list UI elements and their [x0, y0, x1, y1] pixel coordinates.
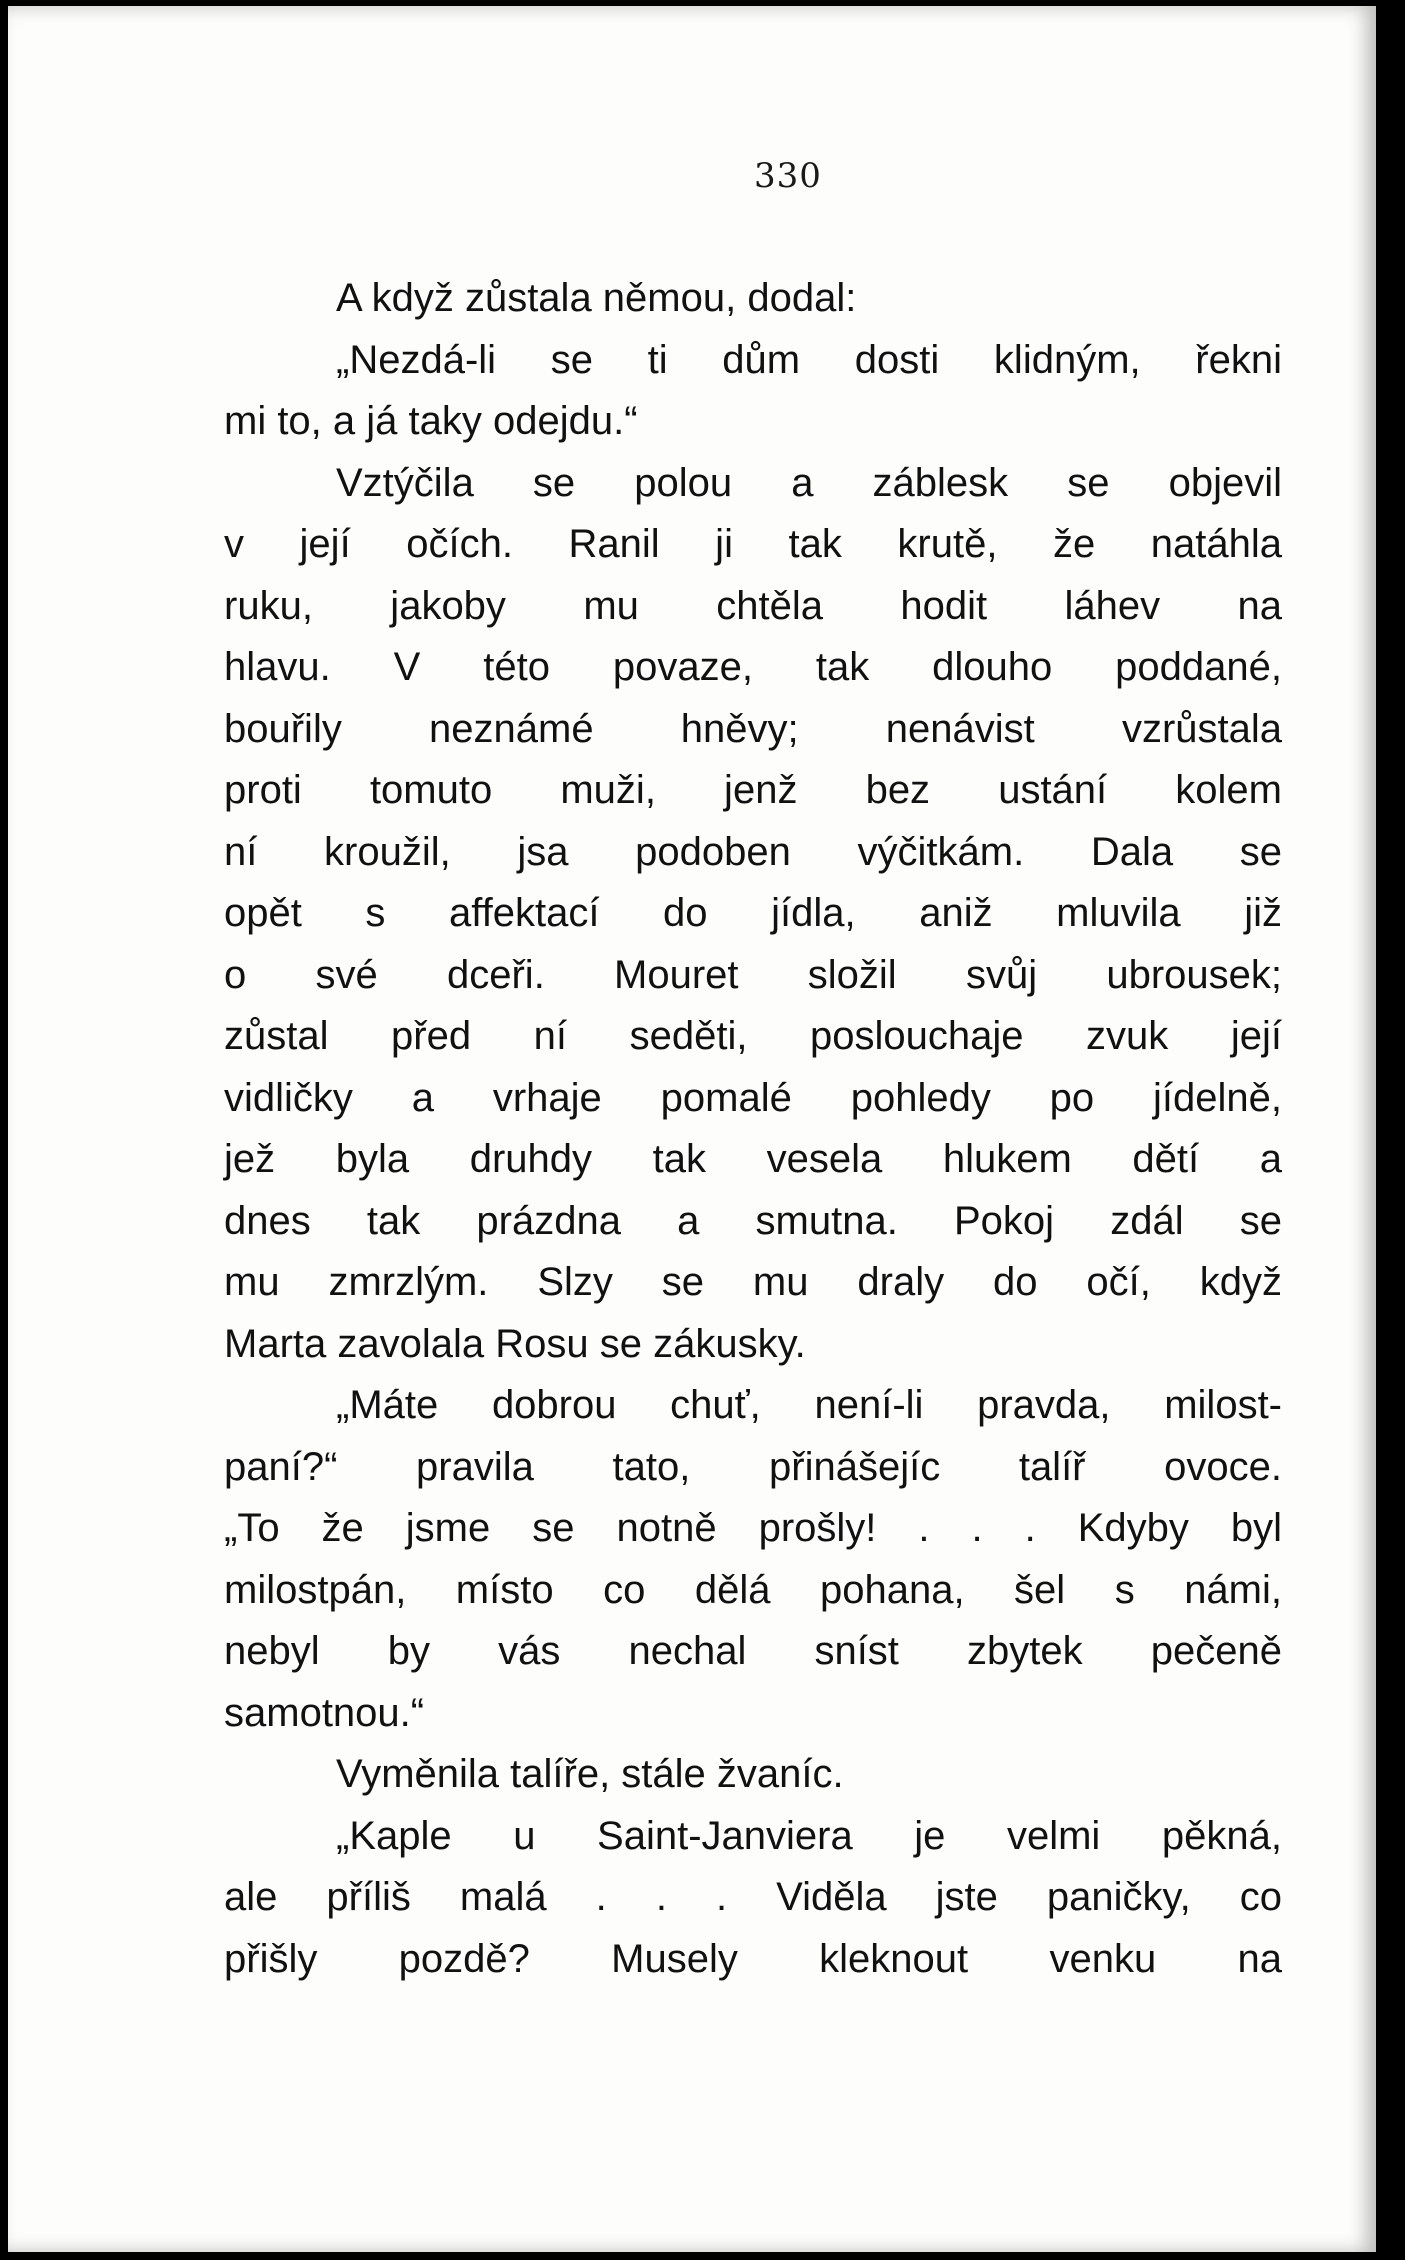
text-line: mu zmrzlým. Slzy se mu draly do očí, když — [224, 1260, 1282, 1304]
text-line: dnes tak prázdna a smutna. Pokoj zdál se — [224, 1198, 1282, 1243]
text-line: v její očích. Ranil ji tak krutě, že natáhla — [224, 522, 1282, 566]
text-line: opět s affektací do jídla, aniž mluvila již — [224, 891, 1282, 935]
text-line: nebyl by vás nechal sníst zbytek pečeně — [224, 1629, 1282, 1673]
text-line: A když zůstala němou, dodal: — [336, 276, 857, 320]
text-line: proti tomuto muži, jenž bez ustání kolem — [224, 768, 1282, 812]
text-line: Vyměnila talíře, stále žvaníc. — [336, 1752, 844, 1796]
text-line: „To že jsme se notně prošly! . . . Kdyby byl — [224, 1506, 1282, 1550]
text-line: ruku, jakoby mu chtěla hodit láhev na — [224, 583, 1282, 628]
text-line: o své dceři. Mouret složil svůj ubrousek; — [224, 952, 1282, 997]
text-line: bouřily neznámé hněvy; nenávist vzrůstala — [224, 706, 1282, 751]
text-line: ale příliš malá . . . Viděla jste paničky, co — [224, 1875, 1282, 1919]
body-text — [224, 268, 1282, 1990]
text-line: přišly pozdě? Musely kleknout venku na — [224, 1936, 1282, 1981]
text-line: paní?“ pravila tato, přinášejíc talíř ovoce. — [224, 1444, 1282, 1489]
text-line: „Máte dobrou chuť, není-li pravda, milost- — [336, 1383, 1282, 1427]
page-number: 330 — [754, 156, 822, 196]
text-line: samotnou.“ — [224, 1690, 425, 1735]
text-line: milostpán, místo co dělá pohana, šel s námi, — [224, 1567, 1282, 1612]
text-line: zůstal před ní seděti, poslouchaje zvuk její — [224, 1014, 1282, 1058]
text-line: „Nezdá-li se ti dům dosti klidným, řekni — [336, 337, 1282, 382]
text-line: hlavu. V této povaze, tak dlouho poddané, — [224, 645, 1282, 689]
text-line: Marta zavolala Rosu se zákusky. — [224, 1321, 806, 1366]
text-line: vidličky a vrhaje pomalé pohledy po jídelně, — [224, 1075, 1282, 1120]
text-line: „Kaple u Saint-Janviera je velmi pěkná, — [336, 1813, 1282, 1858]
text-line: ní kroužil, jsa podoben výčitkám. Dala se — [224, 829, 1282, 874]
text-line: mi to, a já taky odejdu.“ — [224, 399, 638, 443]
book-page — [8, 6, 1376, 2252]
text-line: Vztýčila se polou a záblesk se objevil — [336, 460, 1282, 505]
text-line: jež byla druhdy tak vesela hlukem dětí a — [224, 1137, 1282, 1181]
